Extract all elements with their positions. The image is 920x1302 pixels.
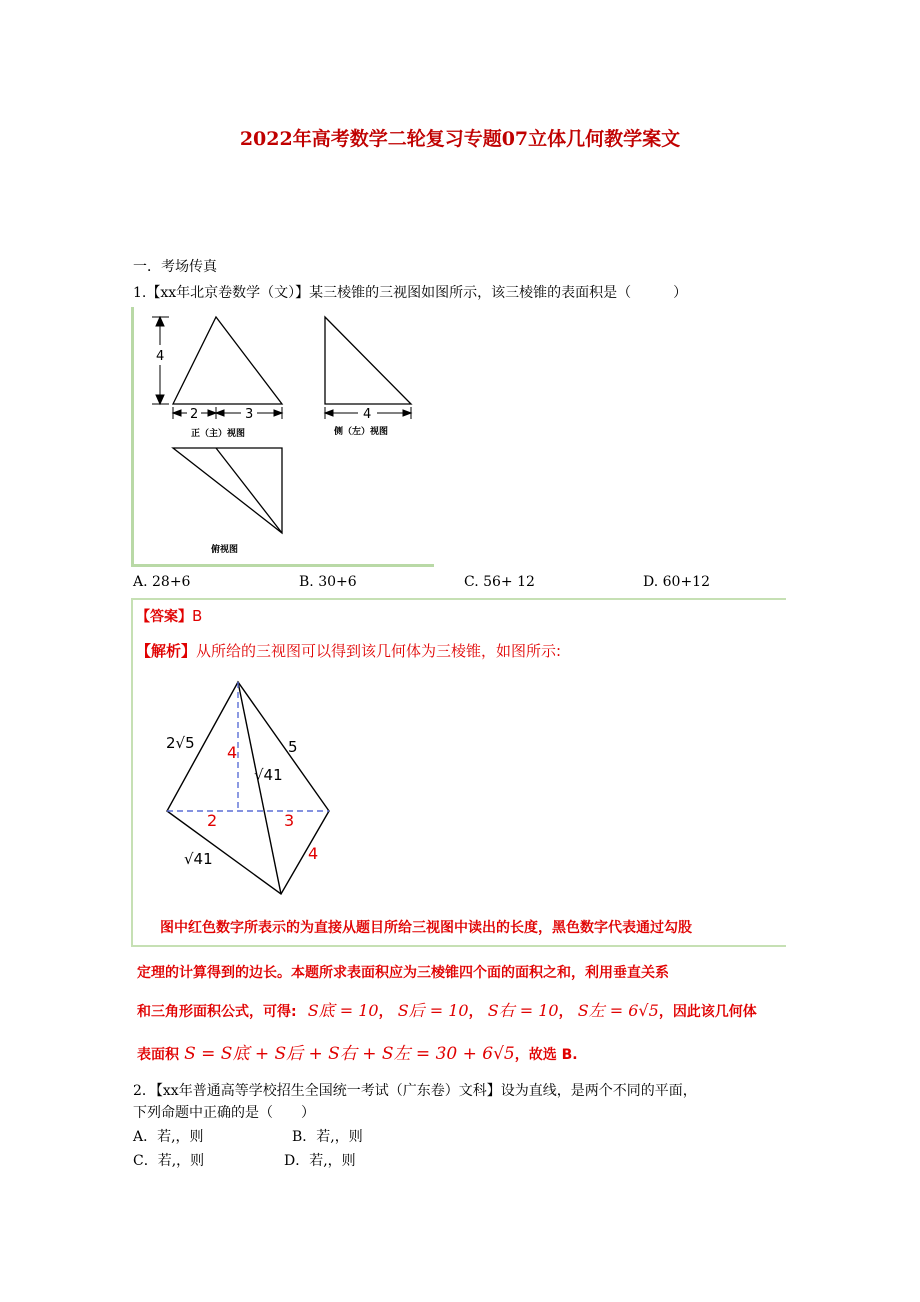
side-view bbox=[325, 317, 411, 404]
solution-top-border bbox=[131, 598, 786, 600]
s-back: S后 = 10 bbox=[397, 1001, 469, 1020]
q1-option-d: D. 60+12 bbox=[643, 574, 710, 590]
s-bottom: S底 = 10 bbox=[307, 1001, 379, 1020]
section-heading: 一．考场传真 bbox=[133, 259, 217, 275]
base-left-red-label: 2 bbox=[207, 811, 218, 830]
top-view bbox=[173, 448, 282, 533]
note-line-1: 图中红色数字所表示的为直接从题目所给三视图中读出的长度，黑色数字代表通过勾股 bbox=[160, 920, 692, 936]
edge-left-label: 2√5 bbox=[166, 734, 195, 752]
answer-tag: 【答案】 bbox=[136, 609, 192, 625]
solution-bottom-border bbox=[131, 945, 786, 947]
front-right-label: 3 bbox=[245, 407, 254, 422]
front-view bbox=[173, 317, 282, 404]
note-line-3-tail: 因此该几何体 bbox=[672, 1004, 757, 1020]
three-view-figure bbox=[131, 307, 431, 564]
front-left-label: 2 bbox=[190, 407, 199, 422]
note-line-4-lead: 表面积 bbox=[137, 1047, 179, 1063]
page-title: 2022年高考数学二轮复习专题07立体几何教学案文 bbox=[239, 128, 681, 150]
base-right-red-label: 3 bbox=[284, 811, 295, 830]
q1-option-a: A. 28+6 bbox=[133, 574, 191, 590]
q2-option-a: A．若,，则 bbox=[133, 1129, 204, 1145]
note-line-4 bbox=[137, 1039, 578, 1064]
edge-mid-label: √41 bbox=[254, 766, 283, 784]
note-line-4-tail: ，故选 B. bbox=[514, 1047, 578, 1063]
q2-option-c: C．若,，则 bbox=[133, 1153, 205, 1169]
s-right: S右 = 10 bbox=[487, 1001, 559, 1020]
q2-option-b: B．若,，则 bbox=[292, 1129, 363, 1145]
front-height-label: 4 bbox=[156, 349, 165, 364]
solution-left-border bbox=[131, 598, 133, 946]
note-line-3: 和三角形面积公式，可得: S底 = 10， S后 = 10， S右 = 10， S左 = 6√5，因此该几何体 bbox=[137, 1001, 757, 1020]
s-left: S左 = 6√5 bbox=[577, 1001, 659, 1020]
edge-right-label: 5 bbox=[288, 738, 298, 756]
side-red-label: 4 bbox=[308, 844, 319, 863]
front-view-label: 正（主）视图 bbox=[191, 429, 246, 439]
analysis-text: 从所给的三视图可以得到该几何体为三棱锥，如图所示: bbox=[196, 642, 562, 660]
q2-option-d: D．若,，则 bbox=[284, 1153, 356, 1169]
analysis-line bbox=[136, 640, 561, 661]
side-view-label: 侧（左）视图 bbox=[334, 427, 389, 437]
answer-value: B bbox=[192, 607, 203, 625]
height-red-label: 4 bbox=[227, 743, 238, 762]
q1-stem: 1.【xx年北京卷数学（文）】某三棱锥的三视图如图所示，该三棱锥的表面积是（ ） bbox=[133, 285, 688, 301]
q2-stem-line-1: 2．【xx年普通高等学校招生全国统一考试（广东卷）文科】设为直线，是两个不同的平面， bbox=[133, 1083, 697, 1099]
q1-option-c: C. 56+ 12 bbox=[464, 574, 535, 590]
q1-option-b: B. 30+6 bbox=[299, 574, 357, 590]
total-area: S = S底 + S后 + S右 + S左 = 30 + 6√5 bbox=[184, 1044, 515, 1064]
answer-line bbox=[136, 606, 202, 626]
top-view-label: 俯视图 bbox=[211, 545, 239, 555]
note-line-3-lead: 和三角形面积公式，可得: bbox=[137, 1004, 297, 1020]
side-width-label: 4 bbox=[363, 407, 372, 422]
note-line-2: 定理的计算得到的边长。本题所求表面积应为三棱锥四个面的面积之和，利用垂直关系 bbox=[137, 965, 669, 981]
pyramid-figure bbox=[150, 670, 350, 900]
edge-bottom-label: √41 bbox=[184, 850, 213, 868]
q2-stem-line-2: 下列命题中正确的是（ ） bbox=[133, 1105, 315, 1121]
analysis-tag: 【解析】 bbox=[136, 642, 197, 660]
